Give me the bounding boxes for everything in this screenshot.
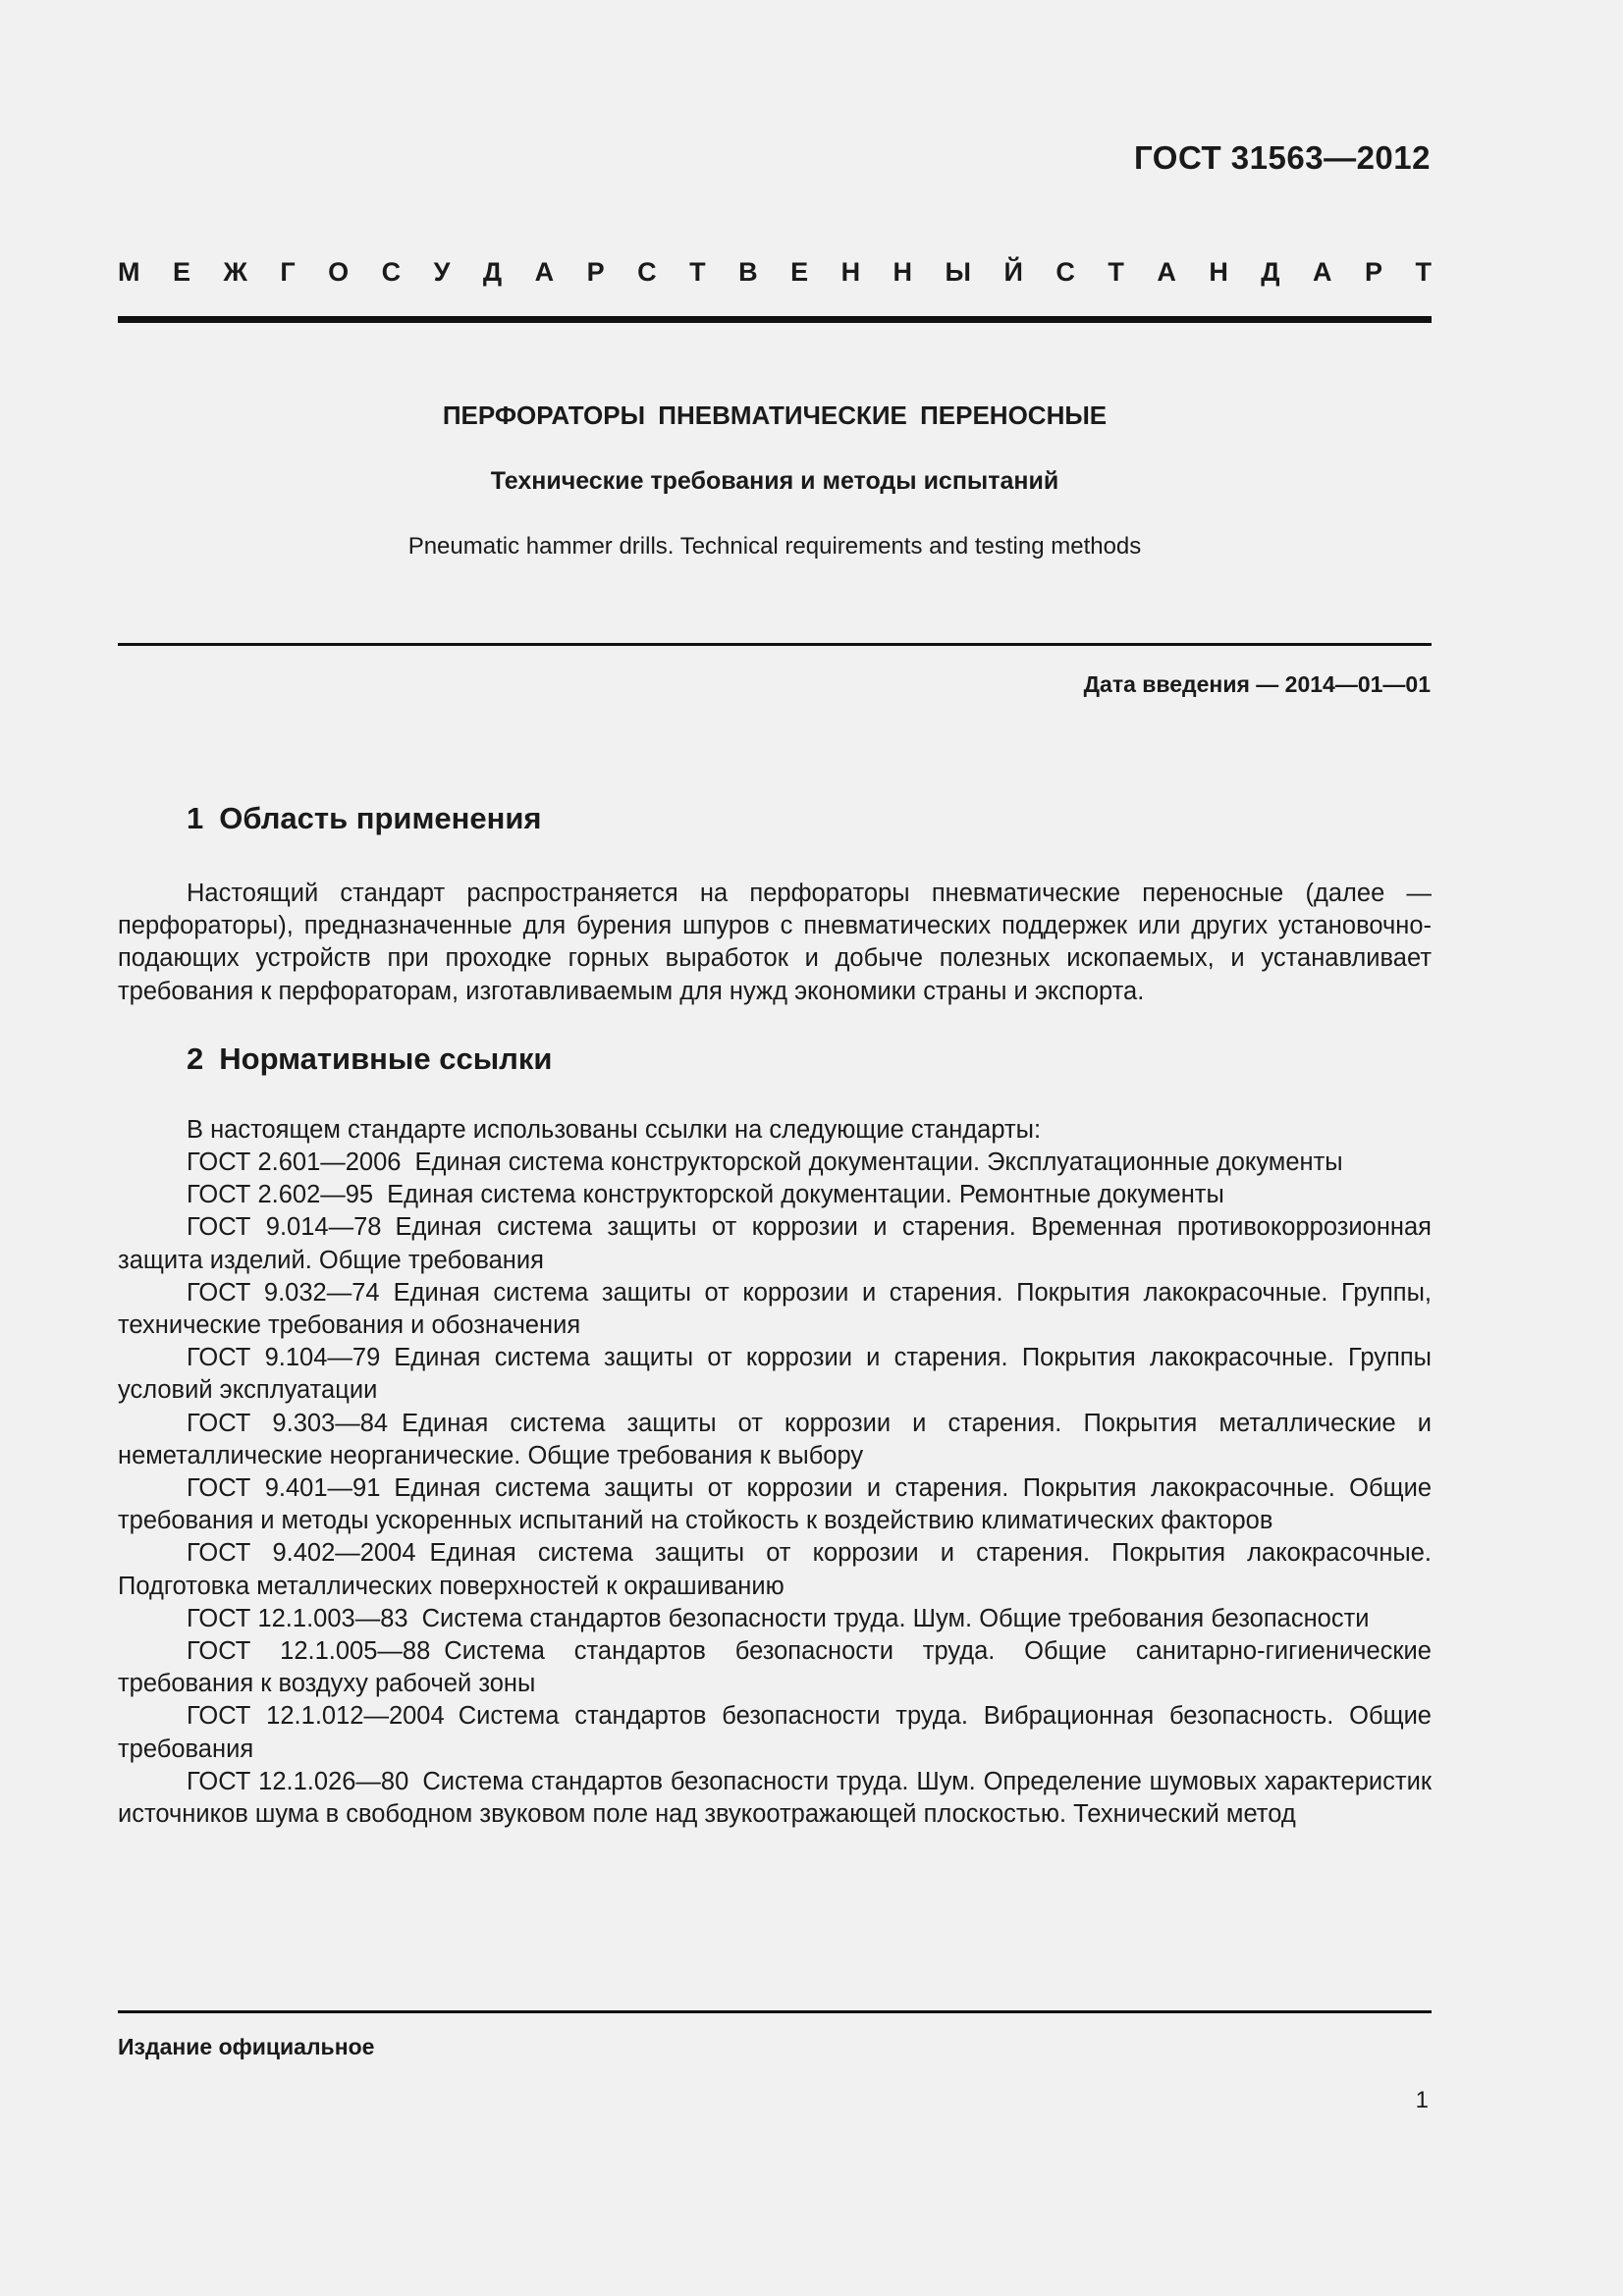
references-intro: В настоящем стандарте использованы ссылки на следующие стандарты: — [187, 1115, 1042, 1144]
reference-item — [118, 1179, 1432, 1211]
reference-item — [118, 1766, 1432, 1831]
reference-title: Единая система защиты от коррозии и старения. Временная противокоррозионная защита изделий. Общие требования — [118, 1213, 1432, 1274]
reference-code: ГОСТ 12.1.012—2004 — [187, 1702, 445, 1731]
reference-code: ГОСТ 9.104—79 — [187, 1344, 381, 1372]
section-title: Нормативные ссылки — [219, 1041, 553, 1076]
reference-item — [118, 1603, 1432, 1635]
reference-code: ГОСТ 9.402—2004 — [187, 1539, 416, 1568]
reference-code: ГОСТ 9.303—84 — [187, 1409, 389, 1437]
document-subtitle: Технические требования и методы испытаний — [490, 467, 1059, 495]
reference-list — [118, 1147, 1432, 1831]
section-number: 2 — [187, 1041, 204, 1076]
document-body — [118, 795, 1432, 1831]
reference-item — [118, 1342, 1432, 1407]
title-divider — [118, 643, 1432, 646]
reference-item — [118, 1211, 1432, 1276]
reference-item — [118, 1277, 1432, 1342]
reference-code: ГОСТ 12.1.003—83 — [187, 1604, 408, 1632]
header-divider — [118, 316, 1432, 323]
introduction-date: Дата введения — 2014—01—01 — [1083, 671, 1431, 697]
reference-code: ГОСТ 9.014—78 — [187, 1213, 382, 1242]
reference-code: ГОСТ 9.032—74 — [187, 1278, 380, 1307]
reference-title: Система стандартов безопасности труда. Шум. Определение шумовых характеристик источников шума в свободном звуковом поле над звукоотражающей плоскостью. Технический метод — [118, 1767, 1432, 1829]
reference-title: Единая система конструкторской документации. Эксплуатационные документы — [414, 1148, 1343, 1177]
doc-number: ГОСТ 31563—2012 — [1134, 139, 1431, 176]
section-number: 1 — [187, 801, 204, 835]
reference-item — [118, 1537, 1432, 1602]
reference-code: ГОСТ 2.602—95 — [187, 1181, 374, 1209]
reference-item — [118, 1147, 1432, 1179]
reference-title: Единая система защиты от коррозии и старения. Покрытия лакокрасочные. Группы условий эксплуатации — [118, 1344, 1432, 1405]
page-number: 1 — [1415, 2087, 1429, 2113]
reference-title: Единая система защиты от коррозии и старения. Покрытия лакокрасочные. Группы, технические требования и обозначения — [118, 1278, 1433, 1340]
reference-title: Единая система защиты от коррозии и старения. Покрытия лакокрасочные. Подготовка металлических поверхностей к окрашиванию — [118, 1539, 1432, 1600]
reference-item — [118, 1700, 1432, 1765]
reference-title: Единая система защиты от коррозии и старения. Покрытия металлические и неметаллические неорганические. Общие требования к выбору — [118, 1409, 1432, 1469]
reference-title: Система стандартов безопасности труда. Шум. Общие требования безопасности — [421, 1604, 1370, 1632]
section-heading-scope — [118, 795, 1432, 842]
reference-item — [118, 1408, 1432, 1472]
reference-title: Единая система конструкторской документации. Ремонтные документы — [387, 1181, 1224, 1209]
reference-code: ГОСТ 2.601—2006 — [187, 1148, 402, 1177]
reference-title: Единая система защиты от коррозии и старения. Покрытия лакокрасочные. Общие требования и методы ускоренных испытаний на стойкость к воздействию климатических факторов — [118, 1474, 1432, 1535]
reference-item — [118, 1472, 1432, 1537]
reference-title: Система стандартов безопасности труда. Вибрационная безопасность. Общие требования — [118, 1702, 1432, 1763]
reference-code: ГОСТ 12.1.005—88 — [187, 1637, 431, 1666]
standard-type-heading: М Е Ж Г О С У Д А Р С Т В Е Н Н Ы Й С Т А Н Д А Р Т — [118, 257, 1432, 287]
document-title: ПЕРФОРАТОРЫ ПНЕВМАТИЧЕСКИЕ ПЕРЕНОСНЫЕ — [442, 400, 1108, 430]
section-title: Область применения — [219, 801, 542, 835]
edition-label: Издание официальное — [118, 2034, 375, 2059]
reference-code: ГОСТ 12.1.026—80 — [187, 1767, 409, 1795]
footer-divider — [118, 2010, 1432, 2013]
section-heading-normative-references — [118, 1036, 1432, 1083]
reference-title: Система стандартов безопасности труда. Общие санитарно-гигиенические требования к воздуху рабочей зоны — [118, 1637, 1432, 1698]
reference-code: ГОСТ 9.401—91 — [187, 1474, 381, 1503]
document-title-english: Pneumatic hammer drills. Technical requirements and testing methods — [407, 533, 1142, 560]
reference-item — [118, 1635, 1432, 1700]
section-paragraph: Настоящий стандарт распространяется на перфораторы пневматические переносные (далее — перфораторы), предназначенные для бурения шпуров с пневматических поддержек или других установочно-подающих устройств при проходке горных выработок и добыче полезных ископаемых, и устанавливает требования к перфораторам, изготавливаемым для нужд экономики страны и экспорта. — [118, 880, 1432, 1005]
